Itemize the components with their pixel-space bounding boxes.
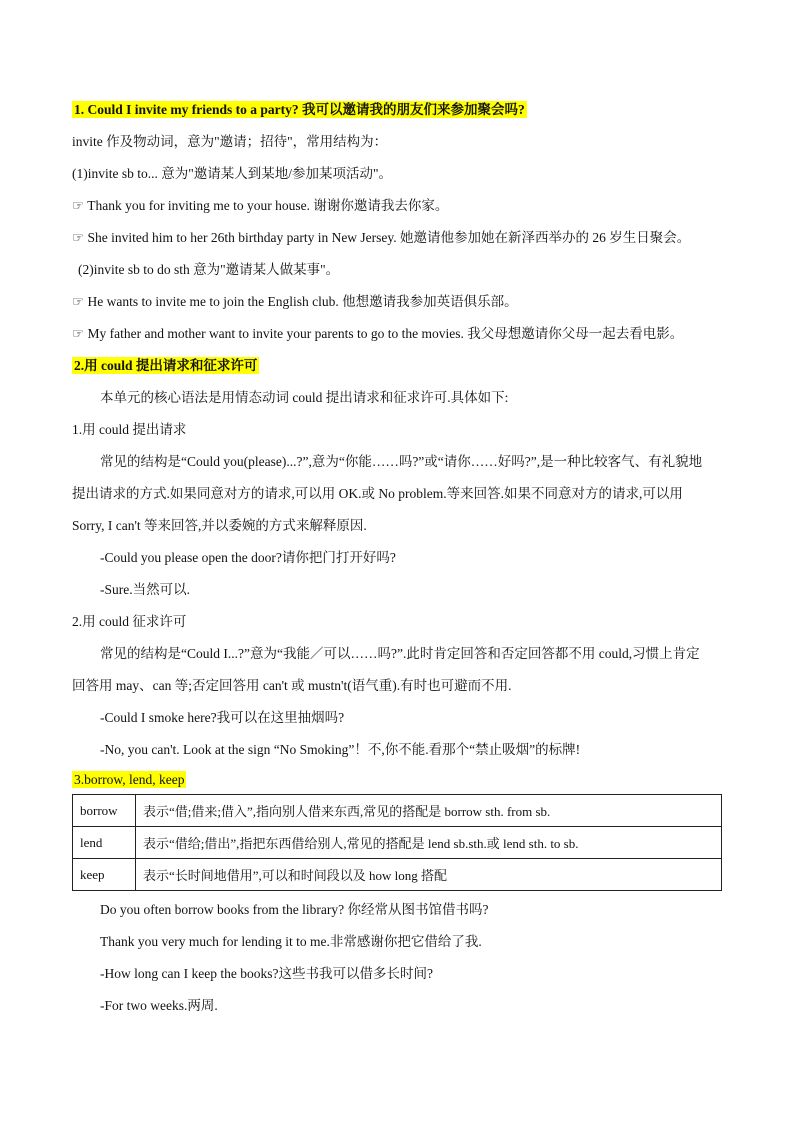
dialogue-line: -How long can I keep the books?这些书我可以借多长时间? [100, 966, 433, 981]
dialogue-line: -Could I smoke here?我可以在这里抽烟吗? [100, 710, 345, 725]
paragraph: (2)invite sb to do sth 意为"邀请某人做某事"。 [78, 262, 340, 277]
section-3-heading: 3.borrow, lend, keep [74, 772, 185, 787]
subheading: 2.用 could 征求许可 [72, 614, 187, 629]
paragraph: invite 作及物动词，意为"邀请；招待"，常用结构为： [72, 134, 388, 149]
example-sentence: ☞ He wants to invite me to join the English club. 他想邀请我参加英语俱乐部。 [72, 294, 518, 309]
table-cell-description: 表示“长时间地借用”,可以和时间段以及 how long 搭配 [136, 859, 722, 891]
dialogue-line: -No, you can't. Look at the sign “No Smoking”！不,你不能.看那个“禁止吸烟”的标牌! [100, 742, 581, 757]
paragraph: 常见的结构是“Could I...?”意为“我能／可以……吗?”.此时肯定回答和否定回答都不用 could,习惯上肯定 [100, 646, 700, 661]
subheading: 1.用 could 提出请求 [72, 422, 187, 437]
example-sentence: ☞ She invited him to her 26th birthday party in New Jersey. 她邀请他参加她在新泽西举办的 26 岁生日聚会。 [72, 230, 691, 245]
example-sentence: ☞ Thank you for inviting me to your house. 谢谢你邀请我去你家。 [72, 198, 449, 213]
table-cell-description: 表示“借;借来;借入”,指向别人借来东西,常见的搭配是 borrow sth. from sb. [136, 795, 722, 827]
word-comparison-table [72, 794, 722, 891]
section-2-heading: 2.用 could 提出请求和征求许可 [74, 358, 258, 373]
table-cell-description: 表示“借给;借出”,指把东西借给别人,常见的搭配是 lend sb.sth.或 lend sth. to sb. [136, 827, 722, 859]
paragraph: 常见的结构是“Could you(please)...?”,意为“你能……吗?”或“请你……好吗?”,是一种比较客气、有礼貌地 [100, 454, 703, 469]
paragraph: 提出请求的方式.如果同意对方的请求,可以用 OK.或 No problem.等来回答.如果不同意对方的请求,可以用 [72, 486, 683, 501]
example-sentence: Do you often borrow books from the library? 你经常从图书馆借书吗? [100, 902, 489, 917]
dialogue-line: -For two weeks.两周. [100, 998, 218, 1013]
paragraph: 回答用 may、can 等;否定回答用 can't 或 mustn't(语气重).有时也可避而不用. [72, 678, 512, 693]
table-cell-word: keep [73, 859, 136, 891]
dialogue-line: -Could you please open the door?请你把门打开好吗? [100, 550, 396, 565]
table-cell-word: borrow [73, 795, 136, 827]
table-row [73, 859, 722, 891]
dialogue-line: -Sure.当然可以. [100, 582, 190, 597]
example-sentence: ☞ My father and mother want to invite your parents to go to the movies. 我父母想邀请你父母一起去看电影。 [72, 326, 684, 341]
table-row [73, 795, 722, 827]
table-cell-word: lend [73, 827, 136, 859]
section-1-heading: 1. Could I invite my friends to a party? 我可以邀请我的朋友们来参加聚会吗? [74, 102, 525, 117]
example-sentence: Thank you very much for lending it to me.非常感谢你把它借给了我. [100, 934, 482, 949]
paragraph: 本单元的核心语法是用情态动词 could 提出请求和征求许可.具体如下: [100, 390, 509, 405]
paragraph: Sorry, I can't 等来回答,并以委婉的方式来解释原因. [72, 518, 367, 533]
table-row [73, 827, 722, 859]
paragraph: (1)invite sb to... 意为"邀请某人到某地/参加某项活动"。 [72, 166, 393, 181]
